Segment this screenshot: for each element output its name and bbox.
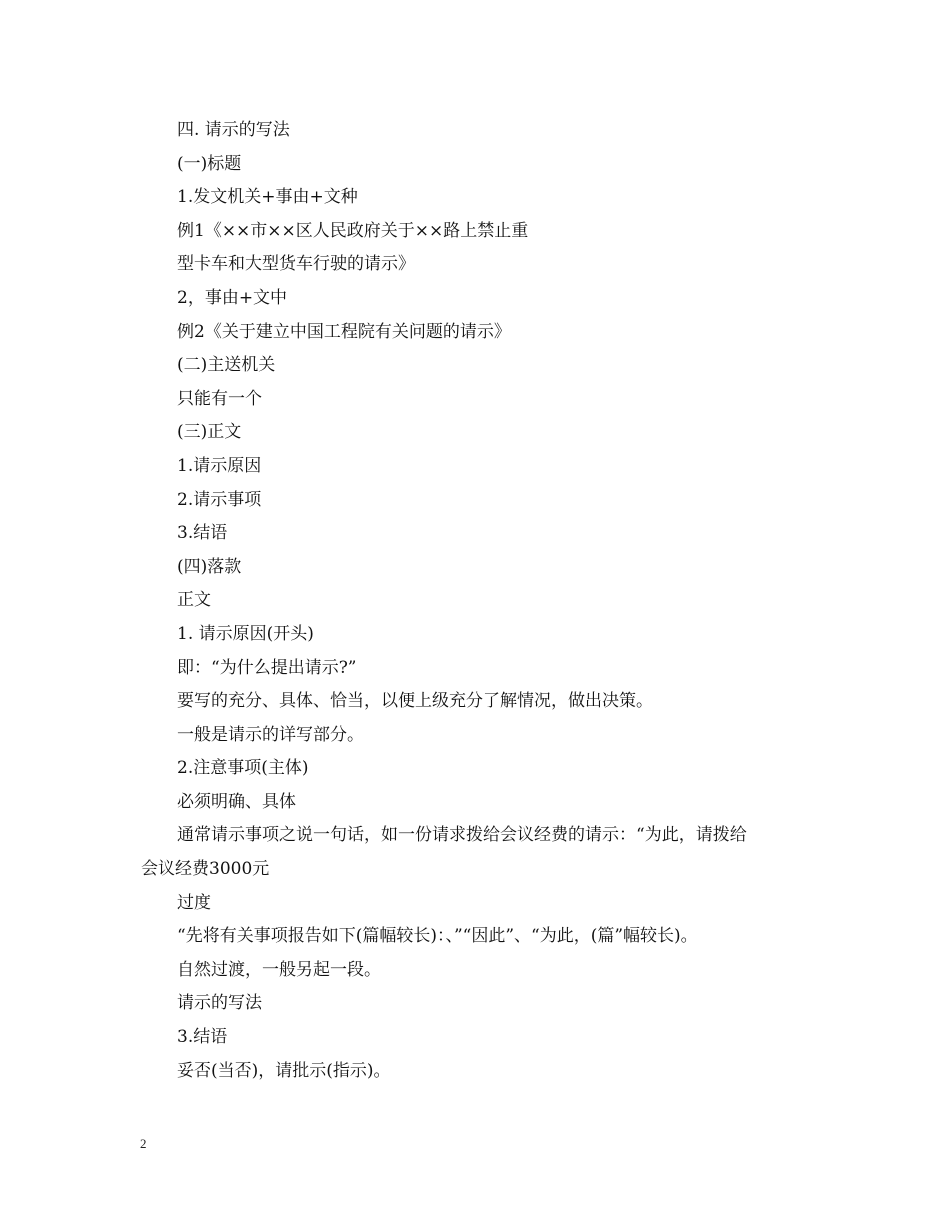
text-line: 3.结语 — [177, 523, 228, 544]
text-line: 例1《××市××区人民政府关于××路上禁止重 — [177, 220, 529, 241]
text-line: 要写的充分、具体、恰当，以便上级充分了解情况，做出决策。 — [177, 691, 653, 712]
text-line: 1. 请示原因(开头) — [177, 623, 314, 644]
text-line: 例2《关于建立中国工程院有关问题的请示》 — [177, 321, 511, 342]
subheading: (二)主送机关 — [177, 355, 276, 376]
text-line: 妥否(当否)，请批示(指示)。 — [177, 1060, 391, 1081]
subheading: (四)落款 — [177, 556, 242, 577]
text-line: “先将有关事项报告如下(篇幅较长)：、”“因此”、“为此，(篇”幅较长)。 — [177, 926, 698, 947]
text-line: 必须明确、具体 — [177, 791, 296, 812]
text-line: 自然过渡，一般另起一段。 — [177, 959, 381, 980]
subheading: (一)标题 — [177, 153, 242, 174]
text-line: 1.发文机关+事由+文种 — [177, 187, 358, 208]
text-line-continuation: 会议经费3000元 — [141, 859, 270, 880]
page-number: 2 — [140, 1136, 147, 1151]
text-line: 2，事由+文中 — [177, 287, 288, 308]
text-line: 2.请示事项 — [177, 489, 262, 510]
text-line: 通常请示事项之说一句话，如一份请求拨给会议经费的请示：“为此，请拨给 — [177, 825, 747, 846]
document-body — [141, 114, 821, 1088]
text-line: 1.请示原因 — [177, 455, 262, 476]
subheading: (三)正文 — [177, 422, 242, 443]
text-line: 请示的写法 — [177, 993, 262, 1014]
text-line: 3.结语 — [177, 1027, 228, 1048]
text-line: 一般是请示的详写部分。 — [177, 724, 364, 745]
text-line: 只能有一个 — [177, 388, 262, 409]
text-line: 2.注意事项(主体) — [177, 758, 309, 779]
text-line: 过度 — [177, 892, 211, 913]
text-line: 即：“为什么提出请示?” — [177, 657, 357, 678]
text-line: 正文 — [177, 590, 211, 611]
text-line: 型卡车和大型货车行驶的请示》 — [177, 254, 415, 275]
section-heading: 四. 请示的写法 — [177, 120, 290, 140]
